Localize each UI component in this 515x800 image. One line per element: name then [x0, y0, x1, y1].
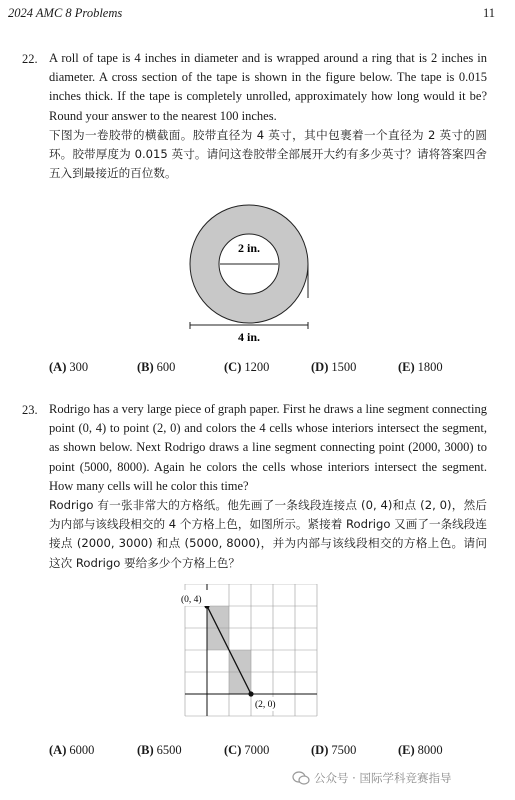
- problem-23-choices: [49, 743, 489, 761]
- problem-22-number: 22.: [22, 52, 38, 66]
- wechat-icon: [292, 771, 310, 785]
- problem-23-text-cn: Rodrigo 有一张非常大的方格纸。他先画了一条线段连接点 (0, 4)和点 (2, 0)，然后为内部与该线段相交的 4 个方格上色，如图所示。紧接着 Rodrigo 又画了一条线段连接点 (2000, 3000) 和点 (5000, 8000)，并为内部与该线段相交的方格上色。请问这次 Rodrigo 要给多少个方格上色？: [49, 498, 487, 570]
- choice-22-b[interactable]: (B) 600: [137, 360, 176, 374]
- shaded-cell: [229, 672, 251, 694]
- problem-22-text-cn: 下图为一卷胶带的横截面。胶带直径为 4 英寸，其中包裹着一个直径为 2 英寸的圆环。胶带厚度为 0.015 英寸。请问这卷胶带全部展开大约有多少英寸？请将答案四舍五入到最接近的百位数。: [49, 128, 487, 181]
- choice-22-a[interactable]: (A) 300: [49, 360, 89, 374]
- shaded-cell: [207, 628, 229, 650]
- end-point: [248, 691, 253, 696]
- page-header: [8, 6, 495, 22]
- inner-diameter-label: 2 in.: [237, 241, 261, 255]
- choice-23-b[interactable]: (B) 6500: [137, 743, 182, 757]
- problem-23-text-en: Rodrigo has a very large piece of graph paper. First he draws a line segment connecting point (0, 4) to point (2, 0) and colors the 4 cells whose interiors intersect the segment, as shown below. Next Rodrigo draws a line segment connecting point (2000, 3000) to point (5000, 8000). Again he colors the cells whose interiors intersect the segment. How many cells will he color this time?: [49, 402, 487, 493]
- problem-23-number: 23.: [22, 403, 38, 417]
- problem-22-choices: [49, 360, 489, 378]
- choice-23-e[interactable]: (E) 8000: [398, 743, 443, 757]
- choice-22-e[interactable]: (E) 1800: [398, 360, 443, 374]
- watermark-text: 公众号 · 国际学科竞赛指导: [314, 771, 452, 785]
- start-point-label: (0, 4): [181, 595, 202, 605]
- problem-22-text-en: A roll of tape is 4 inches in diameter and is wrapped around a ring that is 2 inches in diameter. A cross section of the tape is shown in the figure below. The tape is 0.015 inches thick. If the tape is completely unrolled, approximately how long would it be? Round your answer to the nearest 100 inches.: [49, 51, 487, 123]
- header-title: 2024 AMC 8 Problems: [8, 6, 123, 20]
- choice-23-d[interactable]: (D) 7500: [311, 743, 357, 757]
- end-point-label: (2, 0): [255, 700, 276, 710]
- shaded-cell: [229, 650, 251, 672]
- tape-roll-figure: [180, 198, 330, 348]
- watermark: [292, 770, 451, 786]
- page-number: 11: [482, 6, 495, 20]
- shaded-cell: [207, 606, 229, 628]
- choice-22-c[interactable]: (C) 1200: [224, 360, 270, 374]
- outer-diameter-label: 4 in.: [237, 330, 261, 344]
- choice-22-d[interactable]: (D) 1500: [311, 360, 357, 374]
- graph-paper-figure: [178, 584, 328, 724]
- choice-23-a[interactable]: (A) 6000: [49, 743, 95, 757]
- choice-23-c[interactable]: (C) 7000: [224, 743, 270, 757]
